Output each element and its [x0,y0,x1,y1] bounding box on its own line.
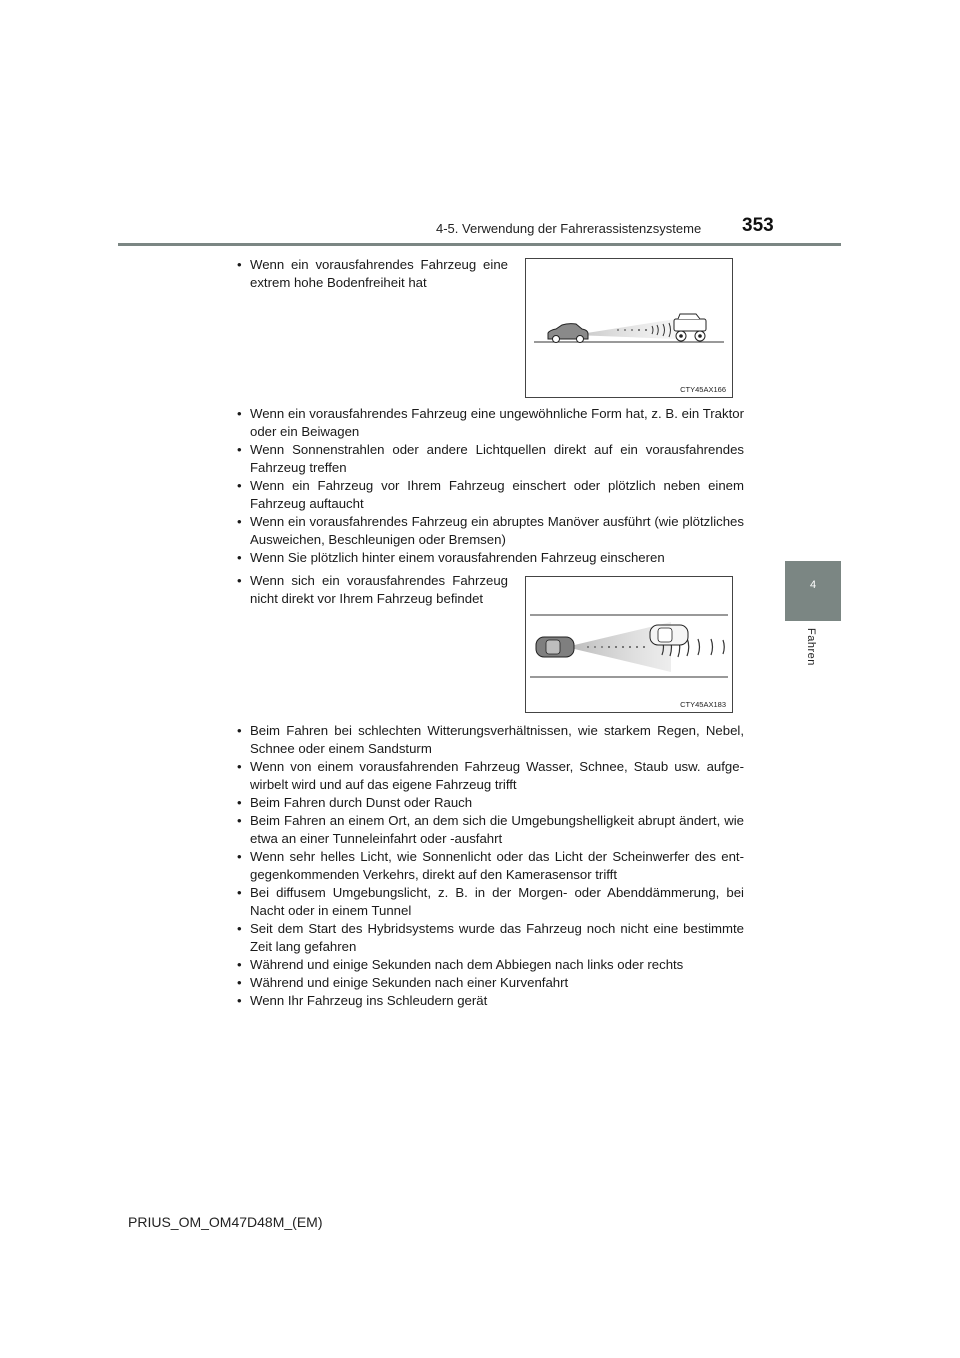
offset-vehicle-illustration [526,577,732,712]
list-item: • Beim Fahren durch Dunst oder Rauch [236,794,744,812]
chapter-number: 4 [809,579,817,591]
figure-code: CTY45AX183 [680,700,726,709]
bullet-list-4 [236,722,744,1010]
list-item: • Seit dem Start des Hybridsystems wurde das Fahrzeug noch nicht eine bestimmte Zeit lang gefahren [236,920,744,956]
list-item: • Wenn ein vorausfahrendes Fahrzeug ein abruptes Manöver ausführt (wie plötzliches Ausweichen, Beschleunigen oder Bremsen) [236,513,744,549]
list-item: • Beim Fahren an einem Ort, an dem sich die Umgebungshelligkeit abrupt ändert, wie etwa an einer Tunneleinfahrt oder -ausfahrt [236,812,744,848]
list-item: • Wenn Sonnenstrahlen oder andere Lichtquellen direkt auf ein vorausfahrendes Fahrzeug treffen [236,441,744,477]
list-item: • Wenn von einem vorausfahrenden Fahrzeug Wasser, Schnee, Staub usw. aufgewirbelt wird und auf das eigene Fahrzeug trifft [236,758,744,794]
page-number: 353 [742,215,774,236]
figure-high-clearance [525,258,733,398]
header-divider [118,243,841,246]
list-item: • Wenn Ihr Fahrzeug ins Schleudern gerät [236,992,744,1010]
list-item: • Beim Fahren bei schlechten Witterungsverhältnissen, wie starkem Regen, Nebel, Schnee oder einem Sandsturm [236,722,744,758]
chapter-tab [785,561,841,621]
list-item: • Wenn sehr helles Licht, wie Sonnenlicht oder das Licht der Scheinwerfer des entgegenkommenden Verkehrs, direkt auf den Kamerasensor trifft [236,848,744,884]
high-clearance-illustration [526,259,732,397]
chapter-label: Fahren [805,628,817,666]
list-item: • Wenn ein vorausfahrendes Fahrzeug eine ungewöhnliche Form hat, z. B. ein Traktor oder ein Beiwagen [236,405,744,441]
list-item: • Wenn sich ein vorausfahrendes Fahrzeug nicht direkt vor Ihrem Fahrzeug befindet [236,572,508,608]
document-id: PRIUS_OM_OM47D48M_(EM) [128,1214,323,1230]
list-item: • Bei diffusem Umgebungslicht, z. B. in der Morgen- oder Abenddämmerung, bei Nacht oder in einem Tunnel [236,884,744,920]
figure-code: CTY45AX166 [680,385,726,394]
list-item: • Wenn ein vorausfahrendes Fahrzeug eine extrem hohe Bodenfreiheit hat [236,256,508,292]
bullet-list-3 [236,572,508,608]
bullet-list-2 [236,405,744,567]
list-item: • Während und einige Sekunden nach dem Abbiegen nach links oder rechts [236,956,744,974]
list-item: • Wenn ein Fahrzeug vor Ihrem Fahrzeug einschert oder plötzlich neben einem Fahrzeug auftaucht [236,477,744,513]
section-title: 4-5. Verwendung der Fahrerassistenzsysteme [436,221,702,236]
figure-offset-vehicle [525,576,733,713]
bullet-list-1 [236,256,508,292]
list-item: • Während und einige Sekunden nach einer Kurvenfahrt [236,974,744,992]
list-item: • Wenn Sie plötzlich hinter einem vorausfahrenden Fahrzeug einscheren [236,549,744,567]
